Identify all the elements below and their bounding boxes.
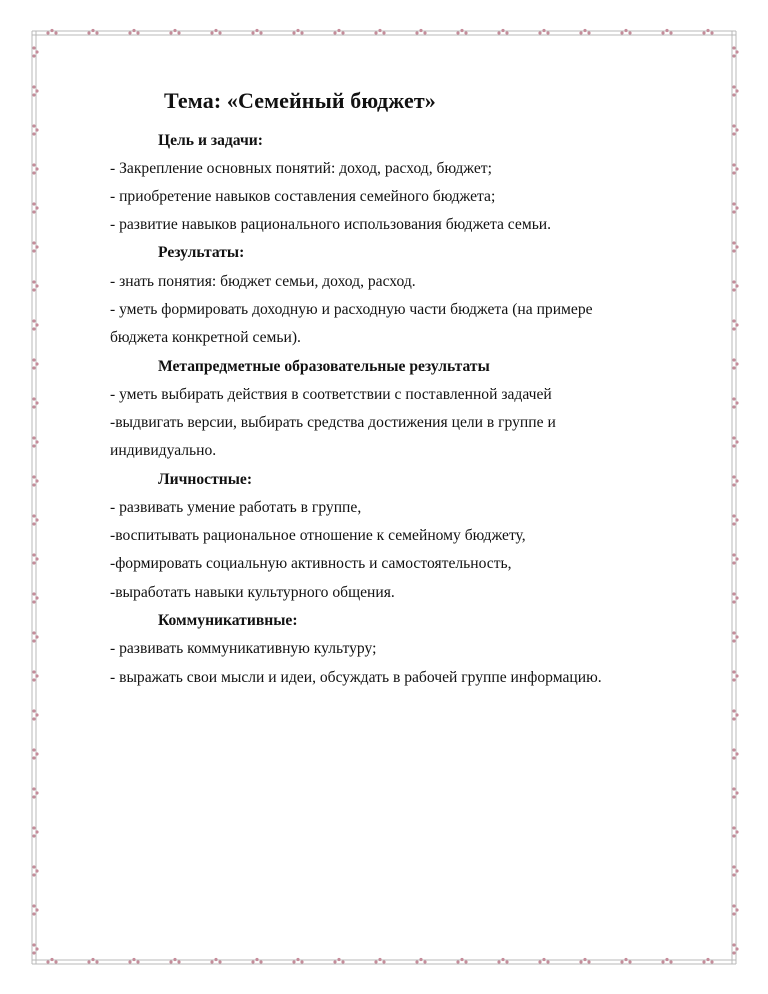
border-ornament [32, 163, 38, 174]
border-ornament [732, 241, 738, 252]
border-ornament [732, 436, 738, 447]
border-ornament [32, 826, 38, 837]
border-ornament [32, 397, 38, 408]
border-ornament [732, 787, 738, 798]
border-ornament [456, 958, 467, 964]
border-ornament [732, 202, 738, 213]
border-ornament [32, 631, 38, 642]
body-line: бюджета конкретной семьи). [110, 329, 301, 346]
border-ornament [732, 280, 738, 291]
body-line: -воспитывать рациональное отношение к семейному бюджету, [110, 527, 526, 544]
border-ornament [732, 85, 738, 96]
border-ornament [32, 904, 38, 915]
border-ornament [732, 709, 738, 720]
body-line: - Закрепление основных понятий: доход, расход, бюджет; [110, 160, 492, 177]
border-ornament [46, 958, 57, 964]
border-ornament [732, 904, 738, 915]
border-ornament [210, 29, 221, 35]
border-ornament [32, 280, 38, 291]
border-ornament [732, 865, 738, 876]
border-ornament [579, 958, 590, 964]
border-ornament [292, 29, 303, 35]
border-ornament [497, 29, 508, 35]
section-heading-communicative: Коммуникативные: [158, 612, 298, 629]
border-ornament [32, 319, 38, 330]
border-ornament [32, 202, 38, 213]
border-ornament [732, 943, 738, 954]
border-ornament [732, 631, 738, 642]
border-ornament [732, 319, 738, 330]
border-ornament [251, 29, 262, 35]
border-ornament [32, 475, 38, 486]
body-line: - развивать коммуникативную культуру; [110, 640, 377, 657]
border-ornament [32, 709, 38, 720]
border-ornament [128, 29, 139, 35]
page-title: Тема: «Семейный бюджет» [164, 88, 436, 113]
border-ornament [702, 958, 713, 964]
border-ornament [333, 958, 344, 964]
body-line: -выработать навыки культурного общения. [110, 584, 395, 601]
border-ornament [732, 826, 738, 837]
section-heading-goals: Цель и задачи: [158, 132, 263, 149]
border-ornament [46, 29, 57, 35]
border-ornament [579, 29, 590, 35]
border-ornament [32, 943, 38, 954]
border-ornament [661, 29, 672, 35]
border-ornament [333, 29, 344, 35]
border-ornament [497, 958, 508, 964]
section-heading-metasubject: Метапредметные образовательные результаты [158, 358, 490, 375]
body-line: - уметь формировать доходную и расходную части бюджета (на примере [110, 301, 593, 318]
border-ornament [32, 124, 38, 135]
border-ornament [620, 958, 631, 964]
border-ornament [169, 958, 180, 964]
body-line: - приобретение навыков составления семейного бюджета; [110, 188, 496, 205]
border-ornament [538, 29, 549, 35]
border-ornament [538, 958, 549, 964]
border-ornament [702, 29, 713, 35]
border-ornament [32, 592, 38, 603]
border-ornament [732, 592, 738, 603]
border-ornament [32, 358, 38, 369]
border-ornament [87, 958, 98, 964]
border-ornament [32, 553, 38, 564]
border-ornament [732, 397, 738, 408]
border-ornament [32, 46, 38, 57]
border-ornament [732, 358, 738, 369]
border-ornament [415, 29, 426, 35]
border-ornament [732, 670, 738, 681]
border-ornament [732, 514, 738, 525]
section-heading-results: Результаты: [158, 244, 245, 261]
body-line: -формировать социальную активность и самостоятельность, [110, 555, 512, 572]
border-ornament [32, 241, 38, 252]
body-line: -выдвигать версии, выбирать средства достижения цели в группе и [110, 414, 556, 431]
border-ornament [251, 958, 262, 964]
border-ornament [128, 958, 139, 964]
section-heading-personal: Личностные: [158, 471, 253, 488]
border-ornament [456, 29, 467, 35]
border-ornament [32, 787, 38, 798]
border-ornament [732, 553, 738, 564]
border-ornament [169, 29, 180, 35]
border-ornament [415, 958, 426, 964]
border-ornament [32, 748, 38, 759]
border-ornament [87, 29, 98, 35]
border-ornament [732, 124, 738, 135]
border-ornament [374, 958, 385, 964]
border-ornament [620, 29, 631, 35]
border-ornament [732, 475, 738, 486]
border-ornament [32, 670, 38, 681]
border-ornament [32, 514, 38, 525]
body-line: - развитие навыков рационального использования бюджета семьи. [110, 216, 552, 233]
border-ornament [661, 958, 672, 964]
body-line: - уметь выбирать действия в соответствии с поставленной задачей [110, 386, 552, 403]
border-ornament [732, 748, 738, 759]
body-line: - выражать свои мысли и идеи, обсуждать в рабочей группе информацию. [110, 669, 602, 686]
border-ornament [210, 958, 221, 964]
body-line: индивидуально. [110, 442, 217, 459]
body-line: - развивать умение работать в группе, [110, 499, 362, 516]
border-ornament [732, 163, 738, 174]
border-ornament [374, 29, 385, 35]
border-ornament [32, 85, 38, 96]
border-ornament [732, 46, 738, 57]
border-ornament [292, 958, 303, 964]
border-ornament [32, 436, 38, 447]
border-ornament [32, 865, 38, 876]
body-line: - знать понятия: бюджет семьи, доход, расход. [110, 273, 416, 290]
